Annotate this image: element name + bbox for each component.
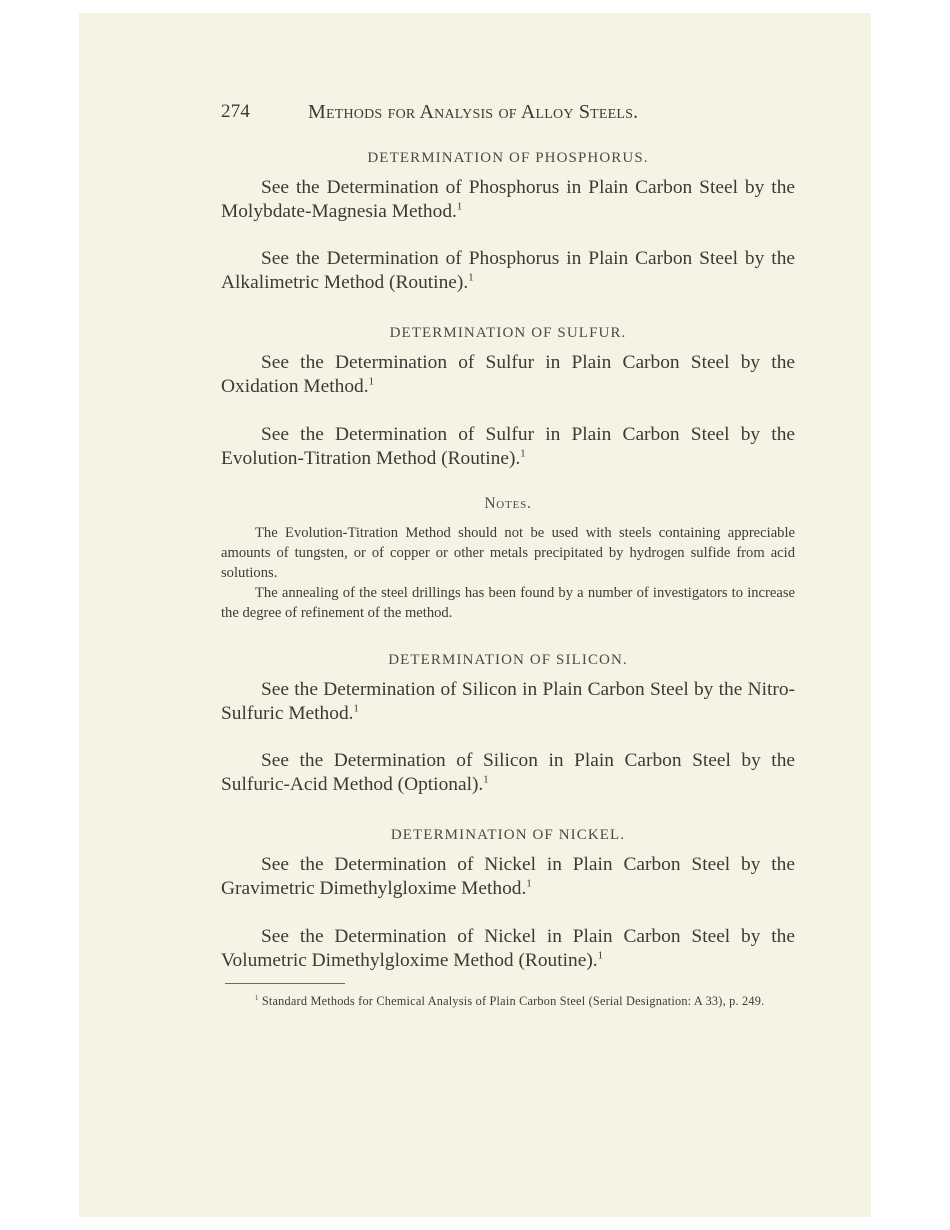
footnote-ref: 1 xyxy=(597,949,603,962)
paragraph-nickel-1 xyxy=(221,853,795,901)
paragraph-sulfur-2 xyxy=(221,423,795,471)
paragraph-text: See the Determination of Sulfur in Plain Carbon Steel by the Evolution-Titration Method (Routine). xyxy=(221,424,795,469)
notes-body xyxy=(221,523,795,623)
footnote-ref: 1 xyxy=(368,375,374,388)
note-2: The annealing of the steel drillings has been found by a number of investigators to increase the degree of refinement of the method. xyxy=(221,585,795,621)
paragraph-sulfur-1 xyxy=(221,351,795,399)
heading-phosphorus: DETERMINATION OF PHOSPHORUS. xyxy=(367,150,649,166)
footnote-ref: 1 xyxy=(353,702,359,715)
heading-notes: Notes. xyxy=(484,495,532,512)
footnote-ref: 1 xyxy=(483,773,489,786)
footnote-ref: 1 xyxy=(520,447,526,460)
footnote-marker: 1 xyxy=(255,994,259,1002)
heading-nickel: DETERMINATION OF NICKEL. xyxy=(390,827,626,843)
paragraph-text: See the Determination of Silicon in Plain Carbon Steel by the Nitro-Sulfuric Method. xyxy=(221,679,795,724)
note-1: The Evolution-Titration Method should not be used with steels containing appreciable amounts of tungsten, or of copper or other metals precipitated by hydrogen sulfide from acid solutions. xyxy=(221,525,795,581)
footnote-ref: 1 xyxy=(468,271,474,284)
running-title: Methods for Analysis of Alloy Steels. xyxy=(308,101,639,123)
footnote-ref: 1 xyxy=(456,200,463,213)
paragraph-text: See the Determination of Sulfur in Plain Carbon Steel by the Oxidation Method. xyxy=(221,352,795,397)
footnote-text: Standard Methods for Chemical Analysis of Plain Carbon Steel (Serial Designation: A 33), p. 249. xyxy=(261,994,765,1008)
heading-silicon: DETERMINATION OF SILICON. xyxy=(388,652,628,668)
paragraph-silicon-1 xyxy=(221,678,795,726)
paragraph-text: See the Determination of Phosphorus in Plain Carbon Steel by the Alkalimetric Method (Routine). xyxy=(221,248,795,293)
heading-sulfur: DETERMINATION OF SULFUR. xyxy=(389,325,627,341)
paragraph-text: See the Determination of Nickel in Plain Carbon Steel by the Volumetric Dimethylgloxime Method (Routine). xyxy=(221,926,795,971)
page-header xyxy=(221,101,801,129)
paragraph-text: See the Determination of Nickel in Plain Carbon Steel by the Gravimetric Dimethylgloxime Method. xyxy=(221,854,795,899)
footnote-ref: 1 xyxy=(526,877,532,890)
paragraph-phosphorus-1 xyxy=(221,176,795,224)
page-number: 274 xyxy=(221,101,251,122)
page xyxy=(79,13,871,1217)
footnote xyxy=(225,992,795,1010)
paragraph-text: See the Determination of Phosphorus in Plain Carbon Steel by the Molybdate-Magnesia Method. xyxy=(221,177,795,222)
paragraph-phosphorus-2 xyxy=(221,247,795,295)
paragraph-text: See the Determination of Silicon in Plain Carbon Steel by the Sulfuric-Acid Method (Optional). xyxy=(221,750,795,795)
paragraph-nickel-2 xyxy=(221,925,795,973)
footnote-rule xyxy=(225,983,345,984)
paragraph-silicon-2 xyxy=(221,749,795,797)
